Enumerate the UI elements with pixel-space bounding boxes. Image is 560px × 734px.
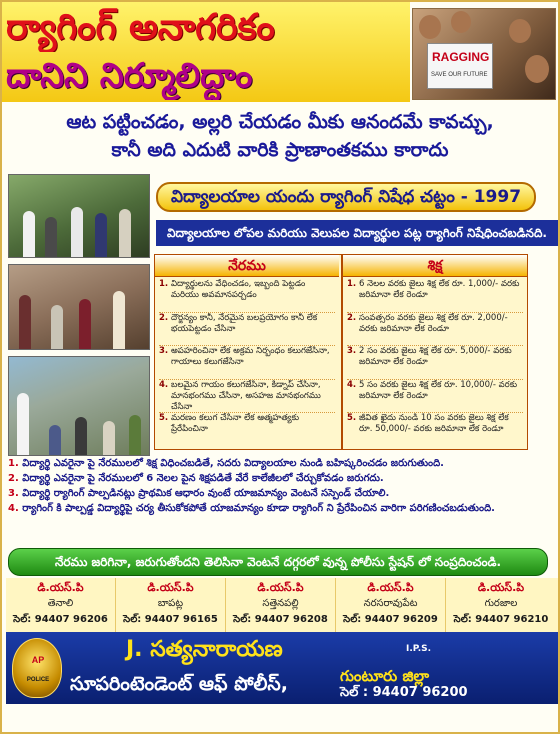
rule-number: 2. [8,473,19,484]
officer-place: గురజాల [484,598,518,609]
rules-list [8,456,558,516]
student-figure [49,425,61,455]
punishment-column [341,255,527,449]
rule-item [8,501,558,516]
rule-text: విద్యార్థి ఎవరైనా పై నేరములలో శిక్ష విధించబడితే, సదరు విద్యాలయాల నుండి బహిష్కరించడం జరుగుతుంది. [22,458,444,469]
crime-text: దౌర్జన్యం కానీ, నేరమైన బలప్రయోగం కానీ లేక భయపెట్టడం చేసినా [171,312,318,334]
anti-ragging-photo [412,8,556,100]
footer [6,632,558,704]
punishment-row: 4. 5 సం వరకు జైలు శిక్ష లేక రూ. 10,000/- వరకు జరిమానా లేక రెండూ [347,380,523,414]
punishment-text: జీవిత ఖైదు నుండి 10 సం వరకు జైలు శిక్ష లేక రూ. 50,000/- వరకు జరిమానా లేక రెండూ [359,413,509,434]
punishment-row: 3. 2 సం వరకు జైలు శిక్ష లేక రూ. 5,000/- వరకు జరిమానా లేక రెండూ [347,346,523,380]
crime-header: నేరము [155,255,339,277]
student-figure [51,305,63,349]
student-figure [79,299,91,349]
officer-phone: సెల్: 94407 96210 [453,614,549,625]
officer-place: తెనాలి [47,598,74,609]
crime-row: 5. మరణం కలుగ చేసినా లేక ఆత్మహత్యకు ప్రేరేపించినా [159,413,335,447]
student-figure [45,217,57,257]
contact-banner: నేరము జరిగినా, జరుగుతోందని తెలిసినా వెంటనే దగ్గరలో వున్న పోలీసు స్టేషన్ లో సంప్రదించండి. [8,548,548,576]
punishment-text: 6 నెలల వరకు జైలు శిక్ష లేక రూ. 1,000/- వరకు జరిమానా లేక రెండూ [359,279,520,300]
rule-item [8,456,558,471]
rule-text: విద్యార్థి ఎవరైనా పై నేరములలో 6 నెలల పైన శిక్షపడితే వేరే కాలేజీలలో చేర్చుకోవడం జరుగదు. [22,473,384,484]
student-figure [19,295,31,349]
crime-row: 1. విద్యార్థులను వేధించడం, ఇబ్బంది పెట్టడం మరియు అవమానపర్చడం [159,279,335,313]
rule-item [8,486,558,501]
student-figure [113,291,125,349]
officer-title: డి.యస్.పి [257,581,304,594]
student-figure [71,207,83,257]
rule-text: ర్యాగింగ్ కి పాల్పడ్డ విద్యార్థిపై చర్య తీసుకోకపోతే యాజమాన్యం కూడా ర్యాగింగ్ ని ప్రేరేపించిన వారిగా పరిగణించబడుతుంది. [22,503,495,514]
slogan [2,108,558,164]
crime-row: 2. దౌర్జన్యం కానీ, నేరమైన బలప్రయోగం కానీ లేక భయపెట్టడం చేసినా [159,313,335,347]
officer-name: J. సత్యనారాయణ [126,637,283,662]
badge-top-text: AP [31,655,45,665]
slogan-line-1: ఆట పట్టించడం, అల్లరి చేయడం మీకు ఆనందమే కావచ్చు, [66,111,494,133]
crime-row: 3. అపహరించినా లేక అక్రమ నిర్బంధం కలుగజేసినా, గాయాలు కలుగజేసినా [159,346,335,380]
law-title: విద్యాలయాల యందు ర్యాగింగ్ నిషేధ చట్టం - 1997 [156,182,536,212]
placard-brand: RAGGING [432,50,490,64]
officer-title: డి.యస్.పి [37,581,84,594]
student-figure [103,421,115,455]
crime-column [155,255,339,449]
officer-place: నరసరావుపేట [363,598,418,609]
rule-number: 4. [8,503,19,514]
rule-number: 1. [8,458,19,469]
officer-phone: సెల్: 94407 96206 [13,614,108,625]
officer-card [446,578,556,632]
sp-phone: సెల్ : 94407 96200 [340,685,468,700]
title-band [2,2,410,102]
officer-place: బాపట్ల [157,598,184,609]
officer-phone: సెల్: 94407 96208 [233,614,328,625]
officer-phone: సెల్: 94407 96165 [123,614,218,625]
officer-card [6,578,116,632]
officer-card [336,578,446,632]
law-subtitle: విద్యాలయాల లోపల మరియు వెలుపల విద్యార్థుల పట్ల ర్యాగింగ్ నిషేధించబడినది. [156,220,558,246]
ragging-placard [427,43,493,89]
designation: సూపరింటెండెంట్ ఆఫ్ పోలీస్, [70,673,288,695]
child-face [451,11,471,33]
punishment-text: 2 సం వరకు జైలు శిక్ష లేక రూ. 5,000/- వరకు జరిమానా లేక రెండూ [359,346,512,367]
title-line-2: దానిని నిర్మూలిద్దాం [6,56,253,96]
officer-contacts [6,578,558,632]
placard-tag: SAVE OUR FUTURE [431,72,488,78]
officer-card [226,578,336,632]
police-badge-icon [12,638,62,698]
students-photo-1 [8,174,150,258]
crime-row: 4. బలమైన గాయం కలుగజేసినా, కిడ్నాప్ చేసినా, మానభంగము చేసినా, అసహజ మానభంగము చేసినా [159,380,335,414]
officer-title: డి.యస్.పి [147,581,194,594]
crime-punishment-table [154,254,528,450]
student-figure [17,393,29,455]
badge-bottom-text: POLICE [26,677,50,683]
child-face [525,55,549,83]
slogan-line-2: కానీ అది ఎదుటి వారికి ప్రాణాంతకము కారాదు [111,139,449,161]
child-face [419,15,441,39]
punishment-row: 5. జీవిత ఖైదు నుండి 10 సం వరకు జైలు శిక్ష లేక రూ. 50,000/- వరకు జరిమానా లేక రెండూ [347,413,523,447]
ips-label: I.P.S. [406,644,432,654]
punishment-row: 1. 6 నెలల వరకు జైలు శిక్ష లేక రూ. 1,000/- వరకు జరిమానా లేక రెండూ [347,279,523,313]
rule-item [8,471,558,486]
officer-place: సత్తెనపల్లి [262,598,299,609]
student-figure [75,417,87,455]
student-figure [95,213,107,257]
officer-title: డి.యస్.పి [477,581,525,594]
officer-title: డి.యస్.పి [367,581,414,594]
child-face [509,19,531,43]
punishment-text: సంవత్సరం వరకు జైలు శిక్ష లేక రూ. 2,000/- వరకు జరిమానా లేక రెండూ [359,312,508,334]
student-figure [119,209,131,257]
rule-text: విద్యార్థి ర్యాగింగ్ పాల్పడినట్లు ప్రాథమిక ఆధారం వుంటే యాజమాన్యం వెంటనే సస్పెండ్ చేయాలి. [22,488,390,499]
crime-text: మరణం కలుగ చేసినా లేక ఆత్మహత్యకు ప్రేరేపించినా [171,413,300,434]
district: గుంటూరు జిల్లా [340,667,430,685]
crime-text: అపహరించినా లేక అక్రమ నిర్బంధం కలుగజేసినా, గాయాలు కలుగజేసినా [171,346,330,367]
students-photo-3 [8,356,150,456]
student-figure [129,415,141,455]
officer-card [116,578,226,632]
crime-text: బలమైన గాయం కలుగజేసినా, కిడ్నాప్ చేసినా, మానభంగము చేసినా, అసహజ మానభంగము చేసినా [171,379,321,412]
punishment-text: 5 సం వరకు జైలు శిక్ష లేక రూ. 10,000/- వరకు జరిమానా లేక రెండూ [359,379,518,401]
punishment-header: శిక్ష [343,255,527,277]
title-line-1: ర్యాగింగ్ అనాగరికం [6,7,275,48]
rule-number: 3. [8,488,19,499]
punishment-row: 2. సంవత్సరం వరకు జైలు శిక్ష లేక రూ. 2,000/- వరకు జరిమానా లేక రెండూ [347,313,523,347]
crime-text: విద్యార్థులను వేధించడం, ఇబ్బంది పెట్టడం మరియు అవమానపర్చడం [171,279,306,300]
students-photo-2 [8,264,150,350]
officer-phone: సెల్: 94407 96209 [343,614,438,625]
student-figure [23,211,35,257]
